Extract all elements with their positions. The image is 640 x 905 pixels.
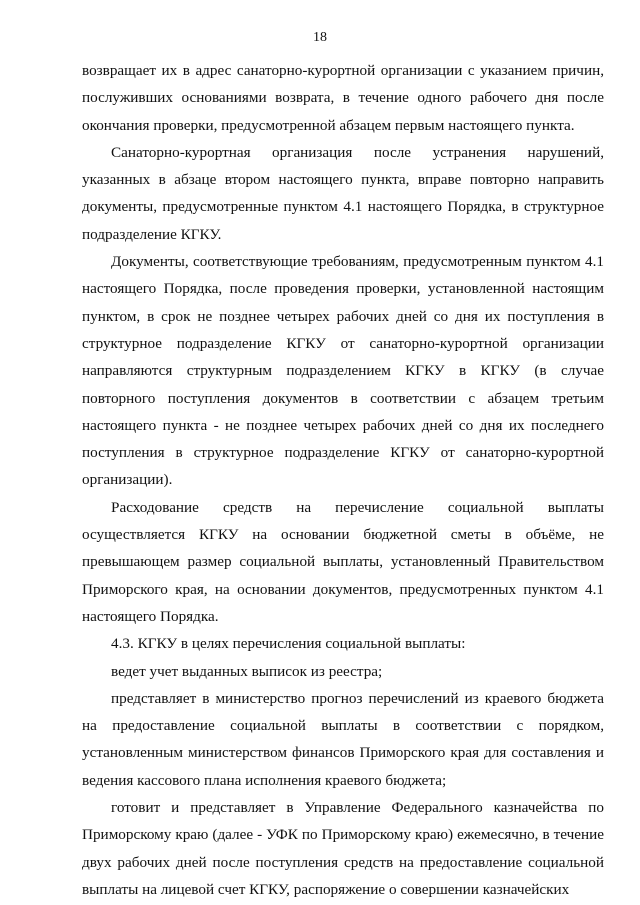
paragraph: возвращает их в адрес санаторно-курортной организации с указанием причин, послуживших основаниями возврата, в течение одного рабочего дня после окончания проверки, предусмотренной абзацем первым настоящего пункта.	[82, 62, 604, 134]
paragraph: готовит и представляет в Управление Федерального казначейства по Приморскому краю (далее - УФК по Приморскому краю) ежемесячно, в течение двух рабочих дней после поступления средств на предоставление социальной выплаты на лицевой счет КГКУ, распоряжение о совершении казначейских	[82, 799, 604, 898]
paragraph: 4.3. КГКУ в целях перечисления социальной выплаты:	[111, 635, 466, 653]
paragraph: Расходование средств на перечисление социальной выплаты осуществляется КГКУ на основании бюджетной сметы в объёме, не превышающем размер социальной выплаты, установленный Правительством Приморского края, на основании документов, предусмотренных пунктом 4.1 настоящего Порядка.	[82, 498, 604, 625]
paragraph: представляет в министерство прогноз перечислений из краевого бюджета на предоставление социальной выплаты в соответствии с порядком, установленным министерством финансов Приморского края для составления и ведения кассового плана исполнения краевого бюджета;	[82, 689, 604, 789]
page-number: 18	[313, 30, 327, 45]
paragraph: ведет учет выданных выписок из реестра;	[111, 662, 383, 680]
paragraph: Документы, соответствующие требованиям, предусмотренным пунктом 4.1 настоящего Порядка, после проведения проверки, установленной настоящим пунктом, в срок не позднее четырех рабочих дней со дня их поступления в структурное подразделение КГКУ от санаторно-курортной организации направляются структурным подразделением КГКУ в КГКУ (в случае повторного поступления документов в соответствии с абзацем третьим настоящего пункта - не позднее четырех рабочих дней со дня их последнего поступления в структурное подразделение КГКУ от санаторно-курортной организации).	[82, 253, 604, 489]
paragraph: Санаторно-курортная организация после устранения нарушений, указанных в абзаце втором настоящего пункта, вправе повторно направить документы, предусмотренные пунктом 4.1 настоящего Порядка, в структурное подразделение КГКУ.	[82, 143, 604, 243]
document-body	[82, 57, 604, 903]
